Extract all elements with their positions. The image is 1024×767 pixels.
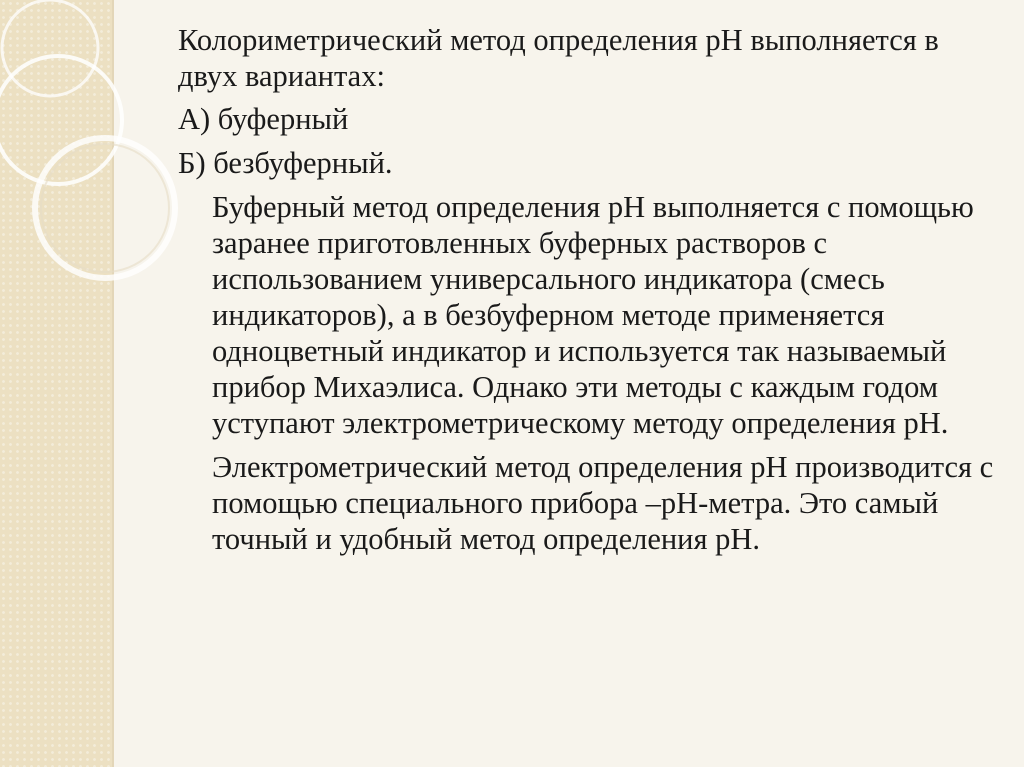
buffer-method-paragraph: Буферный метод определения рН выполняется с помощью заранее приготовленных буферных растворов с использованием универсального индикатора (смесь индикаторов), а в безбуферном методе применяется одноцветный индикатор и используется так называемый прибор Михаэлиса. Однако эти методы с каждым годом уступают электрометрическому методу определения рН.	[212, 190, 974, 440]
slide-body	[178, 22, 998, 557]
option-a-text: А) буферный	[178, 102, 349, 136]
decor-ring-bottom	[35, 138, 175, 278]
option-b-text: Б) безбуферный.	[178, 146, 393, 180]
decor-ring-top	[2, 0, 98, 96]
decorative-rings	[0, 0, 160, 330]
electrometric-method-paragraph: Электрометрический метод определения рН производится с помощью специального прибора –рН-метра. Это самый точный и удобный метод определения рН.	[212, 450, 994, 556]
decor-ring-middle	[0, 56, 122, 184]
intro-text: Колориметрический метод определения рН выполняется в двух вариантах:	[178, 23, 939, 93]
